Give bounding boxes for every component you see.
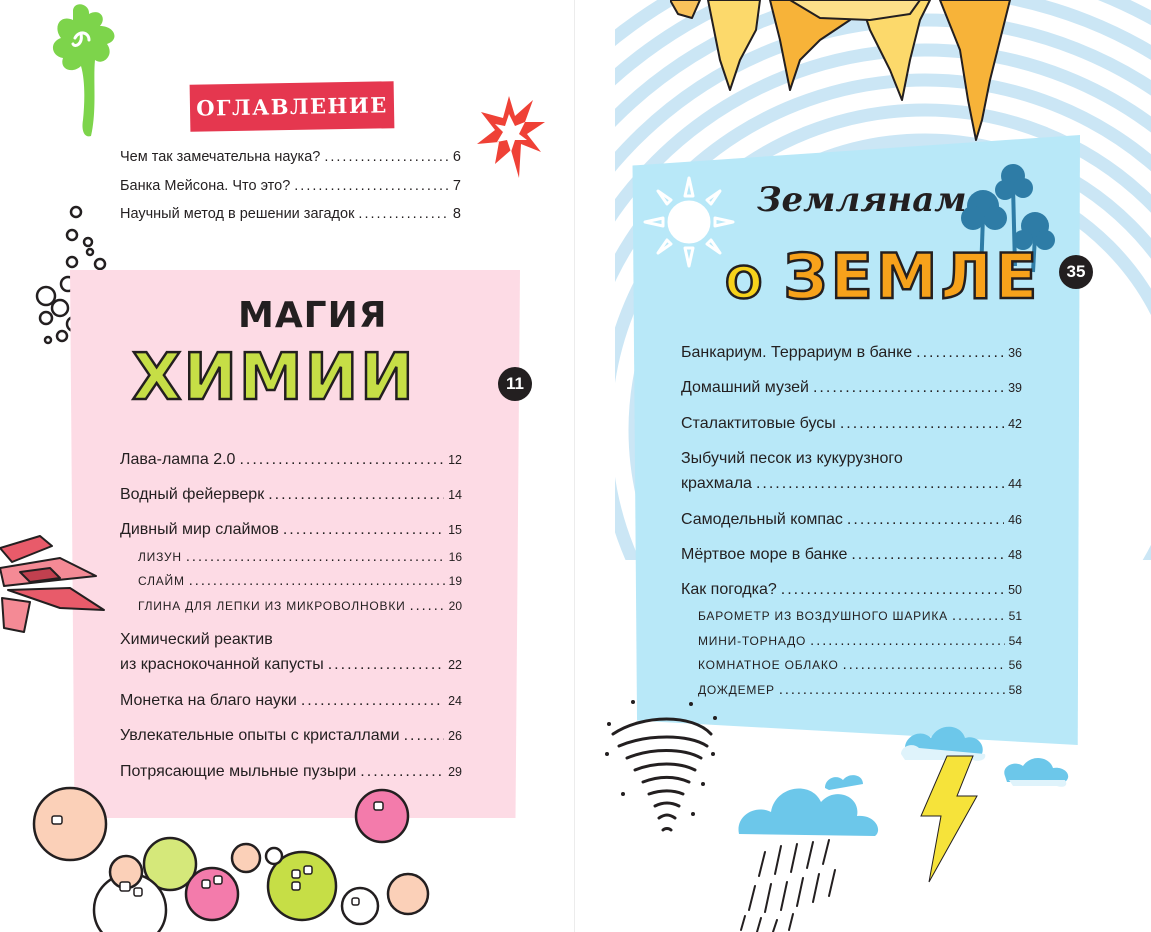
toc-subentry-title: МИНИ-ТОРНАДО xyxy=(698,634,807,648)
toc-entry-title: Лава-лампа 2.0 xyxy=(120,451,236,468)
toc-entry-page: 12 xyxy=(448,453,462,467)
toc-entry-page: 24 xyxy=(448,694,462,708)
toc-entry-page: 6 xyxy=(452,149,461,165)
toc-entry-page: 26 xyxy=(448,729,462,743)
toc-entry-title: Мёртвое море в банке xyxy=(681,546,848,563)
toc-entry-title: Потрясающие мыльные пузыри xyxy=(120,763,357,780)
toc-entry[interactable] xyxy=(120,486,462,504)
toc-entry-page: 8 xyxy=(452,206,461,222)
toc-entry-title: Домашний музей xyxy=(681,379,809,396)
contents-heading-text: ОГЛАВЛЕНИЕ xyxy=(196,92,388,121)
toc-entry-title-line2: из краснокочанной капусты xyxy=(120,656,324,673)
toc-subentry[interactable] xyxy=(698,682,1022,698)
toc-entry-title: Банкариум. Террариум в банке xyxy=(681,344,913,361)
toc-entry[interactable] xyxy=(681,344,1022,362)
toc-subentry-title: КОМНАТНОЕ ОБЛАКО xyxy=(698,658,839,672)
toc-subentry-title: ДОЖДЕМЕР xyxy=(698,683,775,697)
toc-subentry[interactable] xyxy=(698,608,1022,624)
burst-icon xyxy=(475,92,547,182)
toc-subentry-title: ГЛИНА ДЛЯ ЛЕПКИ ИЗ МИКРОВОЛНОВКИ xyxy=(138,599,406,613)
toc-subentry-page: 54 xyxy=(1008,634,1022,648)
toc-subentry-title: БАРОМЕТР ИЗ ВОЗДУШНОГО ШАРИКА xyxy=(698,609,948,623)
right-page xyxy=(575,0,1151,932)
toc-entry-title: Водный фейерверк xyxy=(120,486,265,503)
toc-subentry-page: 51 xyxy=(1008,609,1022,623)
toc-subentry-page: 20 xyxy=(448,599,462,613)
toc-subentry[interactable] xyxy=(138,598,462,614)
toc-entry[interactable] xyxy=(120,521,462,539)
toc-entry[interactable] xyxy=(681,546,1022,564)
chapter-earth-page-badge: 35 xyxy=(1059,255,1093,289)
toc-entry-page: 15 xyxy=(448,523,462,537)
toc-entry-page: 29 xyxy=(448,765,462,779)
toc-entry-title: Самодельный компас xyxy=(681,511,843,528)
soap-bubbles-icon xyxy=(30,776,450,932)
weather-clouds-icon xyxy=(725,716,1125,932)
toc-entry[interactable] xyxy=(681,581,1022,599)
toc-subentry-page: 19 xyxy=(448,574,462,588)
toc-entry-title: Научный метод в решении загадок xyxy=(120,206,355,222)
toc-entry-page: 22 xyxy=(448,658,462,672)
toc-subentry[interactable] xyxy=(138,573,462,589)
toc-entry-page: 36 xyxy=(1008,346,1022,360)
toc-entry-title: Увлекательные опыты с кристаллами xyxy=(120,727,400,744)
toc-subentry-title: ЛИЗУН xyxy=(138,550,182,564)
toc-entry-page: 48 xyxy=(1008,548,1022,562)
toc-entry-title: Как погодка? xyxy=(681,581,777,598)
toc-entry-title: Монетка на благо науки xyxy=(120,692,297,709)
toc-entry-page: 39 xyxy=(1008,381,1022,395)
toc-entry-page: 44 xyxy=(1008,477,1022,491)
toc-entry[interactable] xyxy=(681,475,1022,493)
chapter-earth-title-main-text: ЗЕМЛЕ xyxy=(783,240,1041,313)
toc-entry[interactable] xyxy=(681,511,1022,529)
chapter-earth-title-top: Землянам xyxy=(757,180,967,220)
toc-subentry[interactable] xyxy=(138,549,462,565)
toc-entry-title: Химический реактив xyxy=(120,631,273,648)
chapter-chemistry-title-main xyxy=(132,341,416,415)
toc-entry-line1[interactable] xyxy=(681,450,1022,468)
toc-entry-title: Сталактитовые бусы xyxy=(681,415,836,432)
toc-subentry-page: 58 xyxy=(1008,683,1022,697)
toc-entry-title: Зыбучий песок из кукурузного xyxy=(681,450,903,467)
toc-entry[interactable] xyxy=(681,415,1022,433)
left-page xyxy=(0,0,575,932)
toc-entry-title: Чем так замечательна наука? xyxy=(120,149,321,165)
toc-subentry-page: 16 xyxy=(448,550,462,564)
toc-entry-line1[interactable] xyxy=(120,631,462,649)
contents-heading xyxy=(190,81,395,132)
toc-subentry[interactable] xyxy=(698,633,1022,649)
toc-entry[interactable] xyxy=(120,178,461,194)
crystals-icon xyxy=(0,528,108,633)
toc-entry[interactable] xyxy=(120,692,462,710)
chapter-chemistry-title-main-text: ХИМИИ xyxy=(132,341,416,415)
toc-entry[interactable] xyxy=(120,727,462,745)
chapter-earth-title-o: О xyxy=(725,258,766,309)
sun-icon xyxy=(643,176,735,268)
toc-entry-page: 14 xyxy=(448,488,462,502)
chapter-earth-title-main xyxy=(725,240,1040,313)
toc-entry-title: Банка Мейсона. Что это? xyxy=(120,178,291,194)
toc-entry-page: 7 xyxy=(452,178,461,194)
chapter-chemistry-title-top: МАГИЯ xyxy=(238,295,388,336)
stalactites-icon xyxy=(670,0,1030,150)
toc-entry-page: 46 xyxy=(1008,513,1022,527)
toc-entry[interactable] xyxy=(681,379,1022,397)
toc-entry-title-line2: крахмала xyxy=(681,475,752,492)
toc-entry[interactable] xyxy=(120,451,462,469)
toc-subentry-title: СЛАЙМ xyxy=(138,574,185,588)
tornado-icon xyxy=(603,694,723,844)
toc-entry-page: 42 xyxy=(1008,417,1022,431)
slime-splash-icon xyxy=(45,0,135,140)
toc-entry-page: 50 xyxy=(1008,583,1022,597)
toc-entry[interactable] xyxy=(120,149,461,165)
toc-entry-title: Дивный мир слаймов xyxy=(120,521,279,538)
toc-subentry[interactable] xyxy=(698,657,1022,673)
toc-entry[interactable] xyxy=(120,656,462,674)
toc-entry[interactable] xyxy=(120,206,461,222)
toc-subentry-page: 56 xyxy=(1008,658,1022,672)
chapter-chemistry-page-badge: 11 xyxy=(498,367,532,401)
